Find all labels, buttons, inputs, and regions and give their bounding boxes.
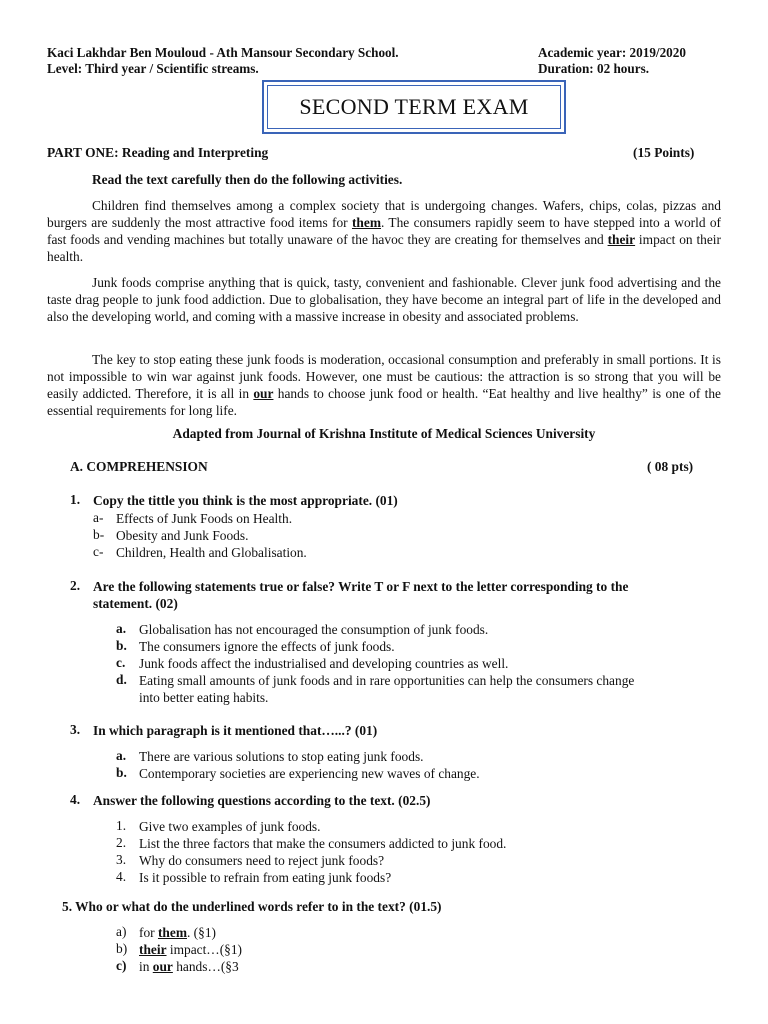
q5-text: 5. Who or what do the underlined words refer to in the text? (01.5) [62, 899, 442, 914]
q5-item-letter: a) [116, 924, 127, 939]
q5-item-b: their impact…(§1) [139, 942, 243, 957]
q4-item-3: Why do consumers need to reject junk foods? [139, 853, 385, 868]
q2-item-letter: a. [116, 621, 127, 636]
comprehension-points: ( 08 pts) [647, 459, 694, 474]
q5-item-c: in our hands…(§3 [139, 959, 239, 974]
q1-option-letter: a- [93, 510, 104, 525]
q3-item-letter: a. [116, 748, 127, 763]
q2-statement-b: The consumers ignore the effects of junk foods. [139, 639, 395, 654]
q5-item-letter: c) [116, 958, 127, 973]
reading-instruction: Read the text carefully then do the following activities. [92, 172, 403, 187]
q3-item-b: Contemporary societies are experiencing new waves of change. [139, 766, 480, 781]
q1-text: Copy the tittle you think is the most appropriate. (01) [93, 493, 398, 508]
q4-item-number: 1. [116, 818, 127, 833]
text-source: Adapted from Journal of Krishna Institute of Medical Sciences University [172, 426, 596, 441]
q2-statement-c: Junk foods affect the industrialised and developing countries as well. [139, 656, 509, 671]
q4-item-number: 3. [116, 852, 127, 867]
paragraph-2: Junk foods comprise anything that is quick, tasty, convenient and fashionable. Clever junk food advertising and the taste drag people to junk food addiction. Due to globalisation, they have become an integral part of life in the developed and also the developing world, and coming with a massive increase in obesity and associated problems. [47, 275, 721, 324]
q4-text: Answer the following questions according to the text. (02.5) [93, 793, 431, 808]
q1-option-letter: c- [93, 544, 104, 559]
q1-number: 1. [70, 492, 81, 507]
level: Level: Third year / Scientific streams. [47, 61, 259, 76]
q5-item-a: for them. (§1) [139, 925, 216, 940]
underlined-word-them: them [351, 215, 381, 230]
q1-option-b: Obesity and Junk Foods. [116, 528, 249, 543]
underlined-word-our: our [253, 386, 274, 401]
q1-option-c: Children, Health and Globalisation. [116, 545, 307, 560]
part-one-heading: PART ONE: Reading and Interpreting [47, 145, 269, 160]
q2-text-line1: Are the following statements true or false? Write T or F next to the letter corresponding to the [93, 579, 629, 594]
q1-option-a: Effects of Junk Foods on Health. [116, 511, 293, 526]
q2-item-letter: b. [116, 638, 127, 653]
school-name: Kaci Lakhdar Ben Mouloud - Ath Mansour Secondary School. [47, 45, 399, 60]
q2-statement-d: Eating small amounts of junk foods and in rare opportunities can help the consumers change [139, 673, 635, 688]
academic-year: Academic year: 2019/2020 [538, 45, 686, 60]
q2-item-letter: c. [116, 655, 126, 670]
q1-option-letter: b- [93, 527, 105, 542]
duration: Duration: 02 hours. [538, 61, 650, 76]
q4-item-number: 4. [116, 869, 127, 884]
q3-item-a: There are various solutions to stop eating junk foods. [139, 749, 424, 764]
q2-statement-d-continued: into better eating habits. [139, 690, 269, 705]
part-one-points: (15 Points) [633, 145, 695, 160]
q4-number: 4. [70, 792, 81, 807]
q4-item-4: Is it possible to refrain from eating junk foods? [139, 870, 392, 885]
exam-title-box [262, 80, 566, 134]
q3-number: 3. [70, 722, 81, 737]
q4-item-2: List the three factors that make the consumers addicted to junk food. [139, 836, 507, 851]
comprehension-heading: A. COMPREHENSION [70, 459, 208, 474]
q5-item-letter: b) [116, 941, 128, 956]
paragraph-1: Children find themselves among a complex society that is undergoing changes. Wafers, chips, colas, pizzas and burgers are suddenly the most attractive food items for them. The consumers rapidly seem to have stepped into a world of fast foods and vending machines but totally unaware of the havoc they are creating for themselves and their impact on their health. [47, 198, 722, 264]
q2-number: 2. [70, 578, 81, 593]
q2-text-line2: statement. (02) [93, 596, 178, 611]
q4-item-1: Give two examples of junk foods. [139, 819, 321, 834]
q3-item-letter: b. [116, 765, 127, 780]
q2-statement-a: Globalisation has not encouraged the consumption of junk foods. [139, 622, 489, 637]
q4-item-number: 2. [116, 835, 127, 850]
q3-text: In which paragraph is it mentioned that…...? (01) [93, 723, 378, 738]
underlined-word-their: their [607, 232, 636, 247]
q2-item-letter: d. [116, 672, 127, 687]
exam-title: SECOND TERM EXAM [299, 94, 529, 119]
paragraph-3: The key to stop eating these junk foods is moderation, occasional consumption and preferably in small portions. It is not impossible to win war against junk foods. However, one must be cautious: the attraction is so strong that you will be easily addicted. Therefore, it is all in our hands to choose junk food or health. “Eat healthy and live healthy” is one of the essential requirements for long life. [47, 352, 721, 418]
